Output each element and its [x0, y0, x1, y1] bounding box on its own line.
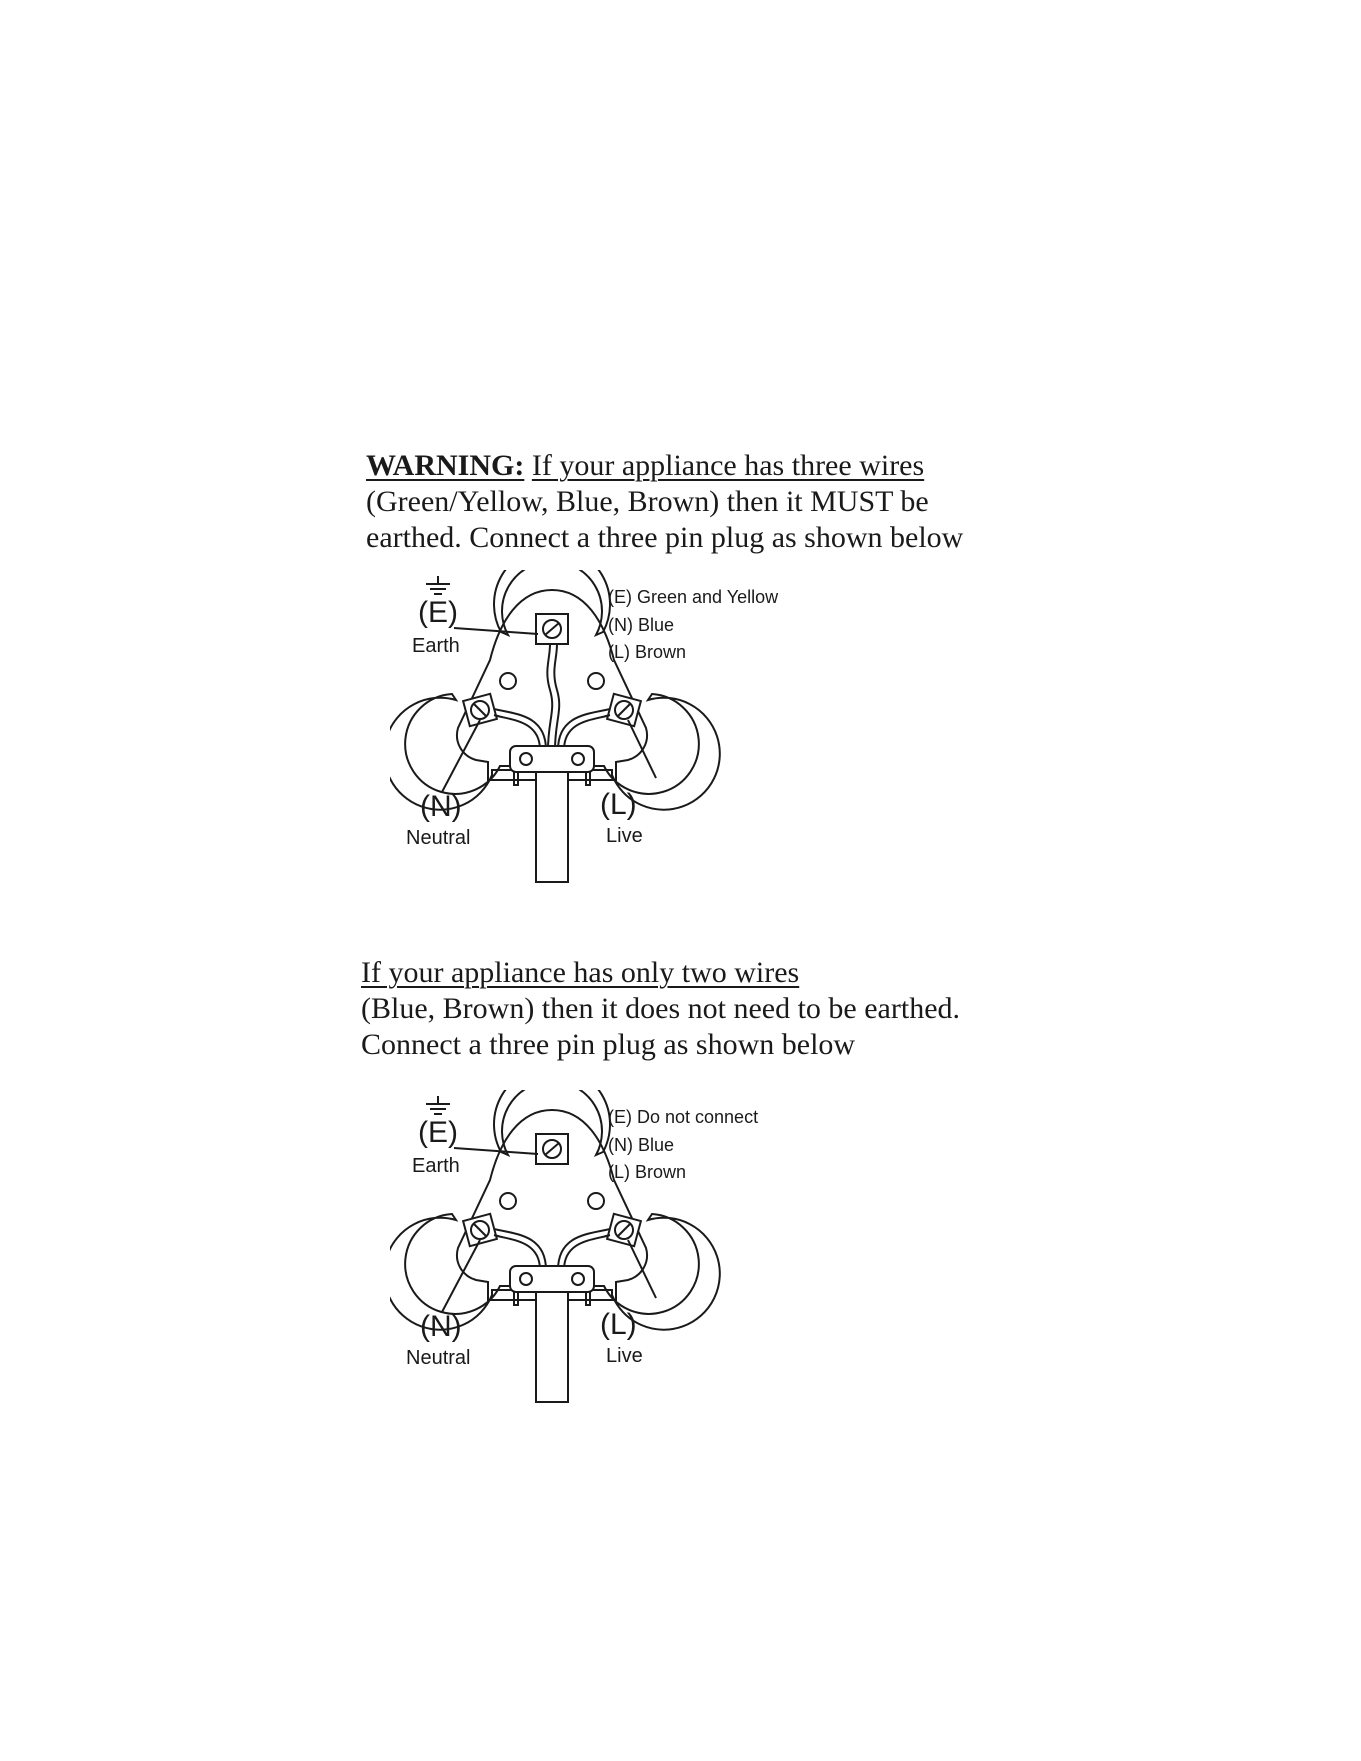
legend-live: (L) Brown [608, 1162, 687, 1182]
three-wire-line-2: (Green/Yellow, Blue, Brown) then it MUST be [366, 485, 929, 518]
two-wire-line-2: (Blue, Brown) then it does not need to be earthed. [361, 992, 961, 1025]
live-symbol: (L) [600, 1308, 637, 1341]
legend-live: (L) Brown [608, 642, 687, 662]
earth-ground-icon [426, 576, 450, 594]
three-wire-instructions [366, 448, 963, 556]
legend-earth: (E) Do not connect [608, 1107, 759, 1127]
power-cord [536, 1292, 568, 1402]
earth-label: Earth [412, 1155, 460, 1177]
three-wire-heading-text: If your appliance has three wires [531, 449, 925, 482]
earth-symbol: (E) [418, 596, 458, 629]
earth-pointer [454, 1148, 538, 1154]
warning-label: WARNING: [366, 449, 525, 482]
neutral-pointer [442, 1240, 480, 1312]
neutral-symbol: (N) [420, 790, 462, 823]
fuse-hole-right [588, 1193, 604, 1209]
live-symbol: (L) [600, 788, 637, 821]
earth-wire [547, 644, 552, 750]
neutral-pointer [442, 720, 480, 792]
three-wire-heading [366, 448, 963, 484]
legend-earth: (E) Green and Yellow [608, 587, 779, 607]
fuse-hole-left [500, 1193, 516, 1209]
cord-grip [510, 746, 594, 772]
earth-label: Earth [412, 635, 460, 657]
neutral-symbol: (N) [420, 1310, 462, 1343]
power-cord [536, 772, 568, 882]
neutral-label: Neutral [406, 827, 471, 849]
live-label: Live [606, 1345, 643, 1367]
live-label: Live [606, 825, 643, 847]
earth-ground-icon [426, 1096, 450, 1114]
fuse-hole-left [500, 673, 516, 689]
plug-diagram-three-wire [390, 570, 820, 890]
two-wire-line-3: Connect a three pin plug as shown below [361, 1028, 856, 1061]
earth-pointer [454, 628, 538, 634]
plug-diagram-two-wire [390, 1090, 820, 1410]
two-wire-heading: If your appliance has only two wires [361, 956, 800, 989]
live-pointer [628, 1240, 656, 1298]
legend-neutral: (N) Blue [608, 1135, 675, 1155]
two-wire-instructions [361, 955, 960, 1063]
earth-symbol: (E) [418, 1116, 458, 1149]
legend-neutral: (N) Blue [608, 615, 675, 635]
live-pointer [628, 720, 656, 778]
neutral-label: Neutral [406, 1347, 471, 1369]
cord-grip [510, 1266, 594, 1292]
fuse-hole-right [588, 673, 604, 689]
three-wire-line-3: earthed. Connect a three pin plug as shown below [366, 521, 964, 554]
